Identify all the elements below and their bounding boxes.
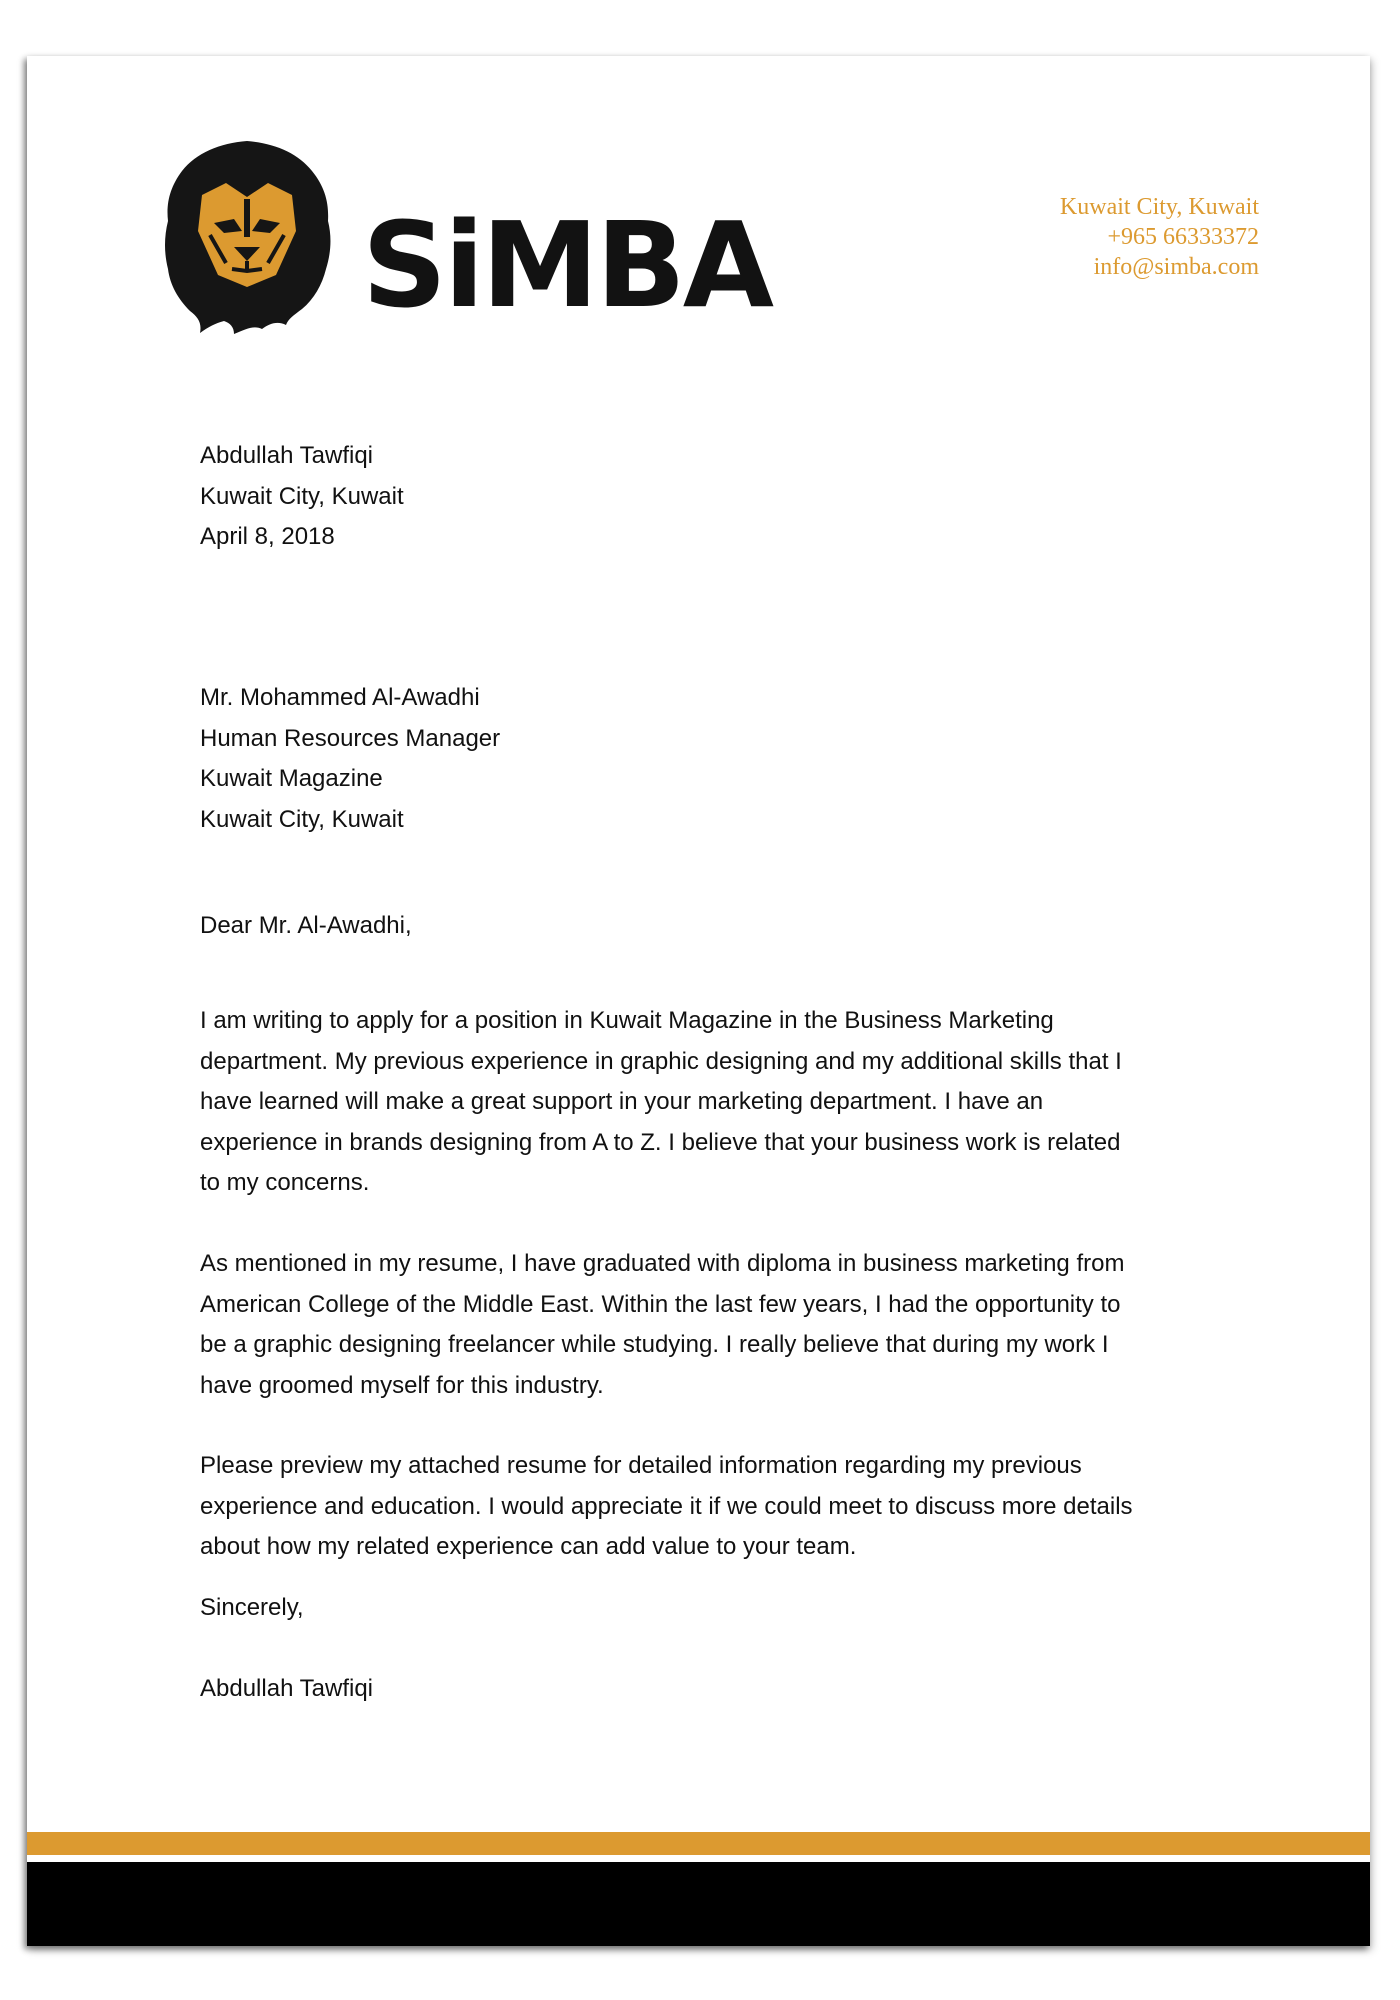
paragraph-line: have groomed myself for this industry. (200, 1371, 604, 1399)
signature: Abdullah Tawfiqi (200, 1675, 374, 1702)
sender-block (200, 436, 404, 558)
paragraph-line: to my concerns. (200, 1169, 370, 1196)
paragraph-line: American College of the Middle East. Within the last few years, I had the opportunity to (200, 1290, 1121, 1318)
footer-dark-bar (27, 1862, 1370, 1946)
body-paragraph-2 (200, 1244, 1124, 1406)
paragraph-line: experience in brands designing from A to Z. I believe that your business work is related (200, 1128, 1121, 1156)
paragraph-line: have learned will make a great support in your marketing department. I have an (200, 1088, 1044, 1115)
contact-email[interactable]: info@simba.com (1093, 254, 1259, 280)
paragraph-line: about how my related experience can add value to your team. (200, 1533, 857, 1560)
sender-name: Abdullah Tawfiqi (200, 442, 374, 469)
closing: Sincerely, (200, 1594, 304, 1621)
brand-name: SiMBA (362, 196, 772, 334)
body-paragraph-1 (200, 1001, 1122, 1204)
salutation: Dear Mr. Al-Awadhi, (200, 912, 412, 939)
paragraph-line: department. My previous experience in graphic designing and my additional skills that I (200, 1047, 1122, 1075)
paragraph-line: As mentioned in my resume, I have graduated with diploma in business marketing from (200, 1250, 1125, 1277)
letter-date: April 8, 2018 (200, 523, 335, 550)
sender-city: Kuwait City, Kuwait (200, 482, 404, 510)
paragraph-line: Please preview my attached resume for detailed information regarding my previous (200, 1452, 1082, 1479)
lion-head-icon (162, 139, 332, 335)
letter-page (27, 56, 1370, 1946)
recipient-block (200, 678, 500, 840)
body-paragraph-3 (200, 1446, 1133, 1568)
paragraph-line: I am writing to apply for a position in Kuwait Magazine in the Business Marketing (200, 1007, 1054, 1034)
recipient-company: Kuwait Magazine (200, 765, 383, 792)
contact-phone: +965 66333372 (1107, 224, 1259, 250)
paragraph-line: be a graphic designing freelancer while studying. I really believe that during my work I (200, 1331, 1109, 1358)
footer-accent-bar (27, 1832, 1370, 1855)
recipient-name: Mr. Mohammed Al-Awadhi (200, 684, 480, 711)
recipient-city: Kuwait City, Kuwait (200, 805, 404, 833)
recipient-title: Human Resources Manager (200, 724, 501, 752)
contact-block (1060, 192, 1259, 282)
contact-city: Kuwait City, Kuwait (1059, 194, 1259, 220)
paragraph-line: experience and education. I would appreciate it if we could meet to discuss more details (200, 1492, 1133, 1520)
